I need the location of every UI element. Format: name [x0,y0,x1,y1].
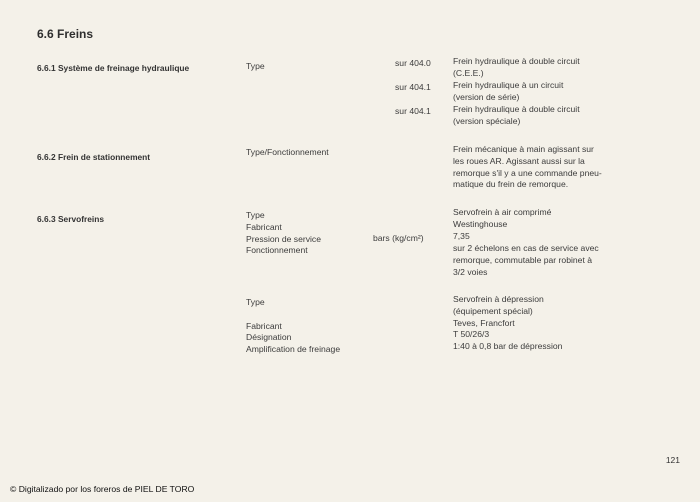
vacuum-servo-values [453,294,562,353]
heading-hydraulic-braking: 6.6.1 Système de freinage hydraulique [37,63,190,73]
heading-parking-brake: 6.6.2 Frein de stationnement [37,152,151,162]
field-value: 1:40 à 0,8 bar de dépression [453,341,563,352]
parking-brake-description [453,144,645,191]
field-value: 7,35 [453,230,470,241]
heading-servo-brakes: 6.6.3 Servofreins [37,214,105,224]
description-line: matique du frein de remorque. [453,179,569,190]
description-line: les roues AR. Agissant aussi sur la [453,155,585,166]
field-value: Servofrein à dépression [453,294,544,304]
footer-credit: © Digitalizado por los foreros de PIEL DE TORO [10,484,195,494]
description-line: Frein mécanique à main agissant sur [453,144,594,154]
page-number: 121 [665,455,680,465]
function-line: sur 2 échelons en cas de service avec [453,243,599,253]
pressure-unit: bars (kg/cm²) [373,233,424,243]
value-note: (version spéciale) [453,115,521,126]
air-servo-labels [246,210,321,257]
section-title: 6.6 Freins [37,27,94,41]
description-line: remorque s'il y a une commande pneu- [453,167,602,178]
value-note: (C.E.E.) [453,67,484,78]
field-label: Fabricant [246,221,282,232]
field-value: T 50/26/3 [453,329,490,340]
field-label: Fonctionnement [246,245,308,256]
field-value: Teves, Francfort [453,317,515,328]
function-line: 3/2 voies [453,266,488,277]
model-label: sur 404.1 [395,106,431,116]
field-label-empty [246,309,340,321]
field-label: Fabricant [246,320,282,331]
label-type-function: Type/Fonctionnement [246,147,329,157]
field-label: Pression de service [246,233,321,244]
brake-value [453,104,580,128]
field-label: Désignation [246,332,292,343]
value-line: Frein hydraulique à un circuit [453,80,564,90]
vacuum-servo-labels [246,297,340,356]
brake-value [453,56,580,80]
field-value: Servofrein à air comprimé [453,207,552,217]
value-line: Frein hydraulique à double circuit [453,56,580,66]
model-label: sur 404.1 [395,82,431,92]
field-label: Type [246,210,265,220]
field-label: Type [246,297,265,307]
value-note: (version de série) [453,91,520,102]
field-value: (équipement spécial) [453,305,533,316]
label-type: Type [246,61,265,71]
field-label: Amplification de freinage [246,344,341,355]
value-line: Frein hydraulique à double circuit [453,104,580,114]
brake-value [453,80,563,104]
field-value: Westinghouse [453,218,508,229]
air-servo-function [453,243,645,278]
air-servo-values [453,207,551,242]
function-line: remorque, commutable par robinet à [453,254,593,265]
model-label: sur 404.0 [395,58,431,68]
